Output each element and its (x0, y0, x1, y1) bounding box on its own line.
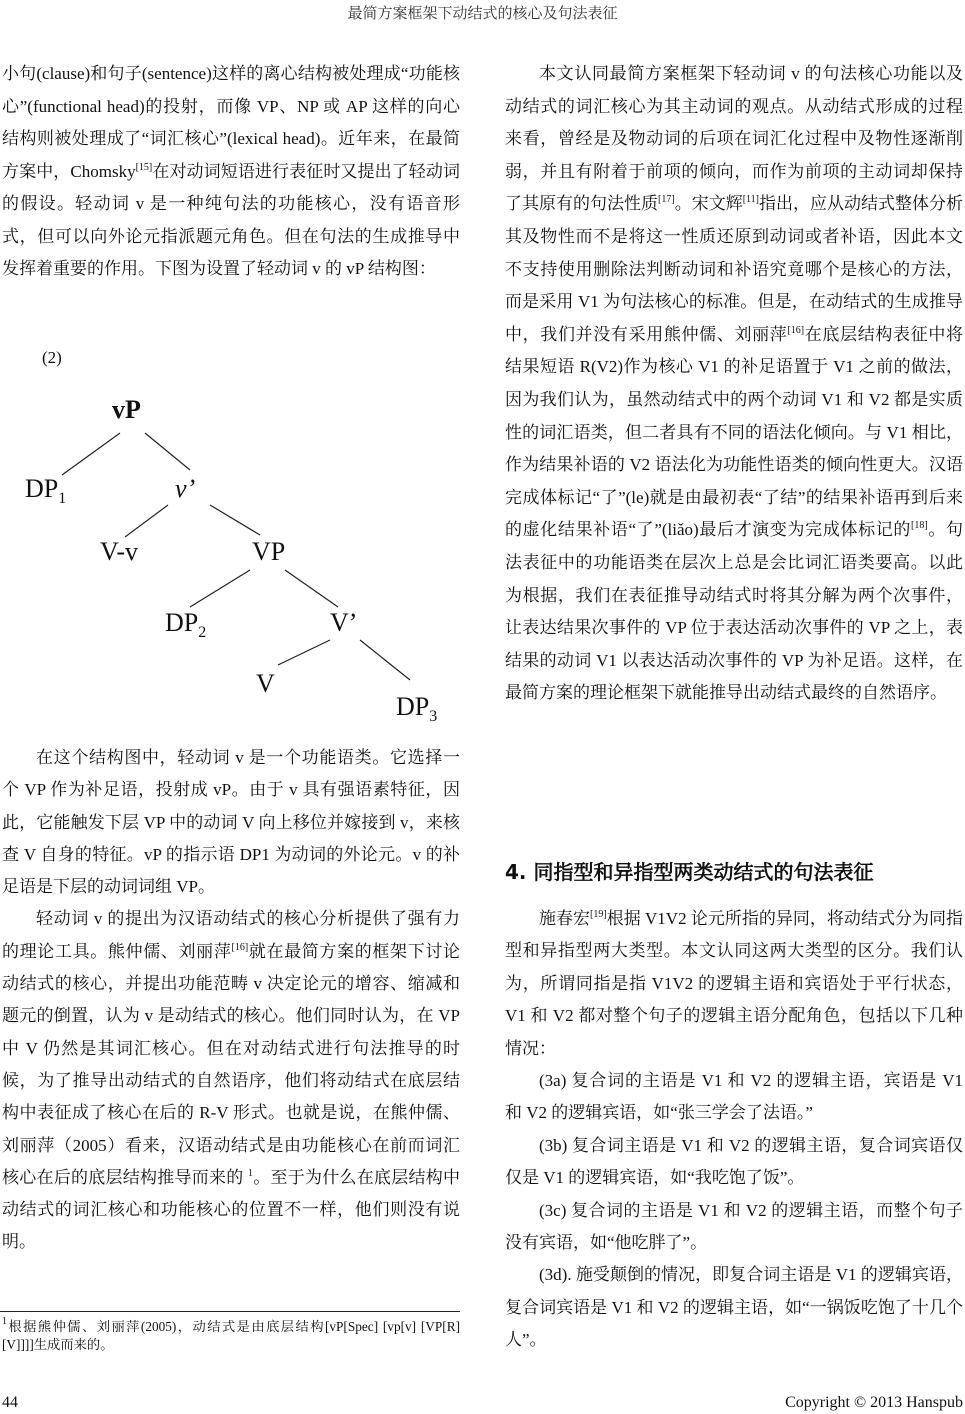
paragraph (2, 742, 460, 903)
citation-ref: [11] (742, 194, 759, 206)
paragraph (505, 1130, 963, 1195)
citation-ref: [18] (911, 520, 928, 532)
paragraph (2, 903, 460, 1258)
paragraph-text: (3a) 复合词的主语是 V1 和 V2 的逻辑主语，宾语是 V1 和 V2 的逻辑宾语，如“张三学会了法语。” (505, 1071, 963, 1123)
section-heading: 4. 同指型和异指型两类动结式的句法表征 (505, 860, 874, 884)
paragraph-text: 根据 V1V2 论元所指的异同，将动结式分为同指型和异指型两大类型。本文认同这两大类型的区分。我们认为，所谓同指是指 V1V2 的逻辑主语和宾语处于平行状态，V1 和 V2 都对整个句子的逻辑主语分配角色，包括以下几种情况： (505, 909, 964, 1058)
citation-ref: [17] (658, 194, 675, 206)
citation-ref: [16] (787, 324, 805, 336)
tree-edge (210, 505, 260, 535)
tree-edge (125, 505, 168, 537)
citation-ref: [15] (135, 161, 153, 173)
paragraph-text: 在对动词短语进行表征时又提出了轻动词的假设。轻动词 v 是一种纯句法的功能核心，没有语音形式，但可以向外论元指派题元角色。但在句法的生成推导中发挥着重要的作用。下图为设置了轻动词 v 的 vP 结构图： (2, 161, 461, 278)
citation-ref: [16] (231, 941, 249, 953)
right-column-bottom-text (505, 903, 963, 1357)
vp-tree-diagram (20, 385, 450, 730)
example-number: (2) (42, 348, 62, 367)
footnote-divider (0, 1311, 460, 1312)
paragraph-text: 指出，应从动结式整体分析其及物性而不是将这一性质还原到动词或者补语，因此本文不支持使用删除法判断动词和补语究竟哪个是核心的方法，而是采用 V1 为句法核心的标准。但是，在动结式的生成推导中，我们并没有采用熊仲儒、刘丽萍 (505, 194, 964, 344)
left-column-top-text (2, 58, 460, 286)
page-number: 44 (2, 1394, 18, 1411)
paragraph (2, 58, 460, 286)
paragraph-text: 就在最简方案的框架下讨论动结式的核心，并提出功能范畴 v 决定论元的增容、缩减和题元的倒置，认为 v 是动结式的核心。他们同时认为，在 VP 中 V 仍然是其词汇核心。但在对动结式进行句法推导的时候，为了推导出动结式的自然语序，他们将动结式在底层结构中表征成了核心在后的 R-V 形式。也就是说，在熊仲儒、刘丽萍（2005）看来，汉语动结式是由功能核心在前而词汇核心在后的底层结构推导而来的 (2, 941, 461, 1187)
tree-node-v-bar: v’ (175, 474, 196, 503)
paragraph (505, 58, 963, 710)
tree-node-DP3: $DP_3$ (396, 692, 438, 725)
paragraph-text: (3d). 施受颠倒的情况，即复合词主语是 V1 的逻辑宾语，复合词宾语是 V1 和 V2 的逻辑主语，如“一锅饭吃饱了十几个人”。 (505, 1265, 963, 1350)
tree-node-VP: VP (252, 537, 286, 566)
paragraph-text: 。至于为什么在底层结构中动结式的词汇核心和功能核心的位置不一样，他们则没有说明。 (2, 1167, 460, 1252)
tree-edge (145, 433, 190, 470)
paragraph-text: 施春宏 (539, 909, 591, 928)
paragraph-text: 。句法表征中的功能语类在层次上总是会比词汇语类要高。以此为根据，我们在表征推导动结式时将其分解为两个次事件，让表达结果次事件的 VP 位于表达活动次事件的 VP 之上，表结果的动词 V1 以表达活动次事件的 VP 为补足语。这样，在最简方案的理论框架下就能推导出动结式最终的自然语序。 (505, 520, 964, 703)
paragraph (505, 1065, 963, 1130)
paragraph-text: (3c) 复合词的主语是 V1 和 V2 的逻辑主语，而整个句子没有宾语，如“他吃胖了”。 (505, 1200, 963, 1253)
paragraph (505, 1195, 963, 1260)
paragraph-text: 本文认同最简方案框架下轻动词 v 的句法核心功能以及动结式的词汇核心为其主动词的观点。从动结式形成的过程来看，曾经是及物动词的后项在词汇化过程中及物性逐渐削弱，并且有附着于前项的倾向，而作为前项的主动词却保持了其原有的句法性质 (505, 64, 963, 214)
running-header: 最简方案框架下动结式的核心及句法表征 (347, 6, 618, 22)
citation-ref: 1 (248, 1167, 253, 1179)
footnote-mark: 1 (2, 1316, 7, 1327)
paragraph-text: 在底层结构表征中将结果短语 R(V2)作为核心 V1 的补足语置于 V1 之前的做法，因为我们认为，虽然动结式中的两个动词 V1 和 V2 都是实质性的词汇语类，但二者具有不同的语法化倾向。与 V1 相比，作为结果补语的 V2 语法化为功能性语类的倾向性更大。汉语完成体标记“了”(le)就是由最初表“了结”的结果补语再到后来的虚化结果补语“了”(liǎo)最后才演变为完成体标记的 (505, 324, 964, 540)
footnote (2, 1318, 460, 1354)
tree-edge (62, 433, 120, 475)
paragraph-text: 。宋文辉 (674, 194, 743, 214)
tree-node-V-bar: V’ (330, 608, 358, 637)
tree-edge (360, 640, 410, 680)
paragraph-text: 在这个结构图中，轻动词 v 是一个功能语类。它选择一个 VP 作为补足语，投射成 vP。由于 v 具有强语素特征，因此，它能触发下层 VP 中的动词 V 向上移位并嫁接到 v，来核查 V 自身的特征。vP 的指示语 DP1 为动词的外论元。v 的补足语是下层的动词词组 VP。 (2, 748, 460, 897)
tree-node-DP2: $DP_2$ (165, 608, 207, 641)
tree-node-vP: vP (112, 395, 141, 424)
tree-edge (190, 570, 250, 607)
paragraph (505, 1259, 963, 1356)
tree-node-V-v: V-v (100, 537, 139, 566)
paragraph-text: (3b) 复合词主语是 V1 和 V2 的逻辑主语，复合词宾语仅仅是 V1 的逻辑宾语，如“我吃饱了饭”。 (505, 1135, 963, 1188)
paragraph-text: 轻动词 v 的提出为汉语动结式的核心分析提供了强有力的理论工具。熊仲儒、刘丽萍 (2, 909, 460, 961)
tree-edge (285, 570, 338, 607)
copyright: Copyright © 2013 Hanspub (785, 1394, 963, 1411)
paragraph (505, 903, 963, 1065)
tree-edge (278, 640, 330, 665)
left-column-bottom-text (2, 742, 460, 1259)
footnote-text: 根据熊仲儒、刘丽萍(2005)，动结式是由底层结构[vP[Spec] [vp[v] [VP[R] [V]]]]生成而来的。 (2, 1319, 460, 1352)
paragraph-text: 小句(clause)和句子(sentence)这样的离心结构被处理成“功能核心”(functional head)的投射，而像 VP、NP 或 AP 这样的向心结构则被处理成了“词汇核心”(lexical head)。近年来，在最简方案中，Chomsky (2, 64, 460, 181)
tree-node-V: V (256, 669, 275, 698)
citation-ref: [19] (590, 909, 607, 920)
right-column-top-text (505, 58, 963, 710)
tree-node-DP1: $DP_1$ (25, 474, 67, 507)
